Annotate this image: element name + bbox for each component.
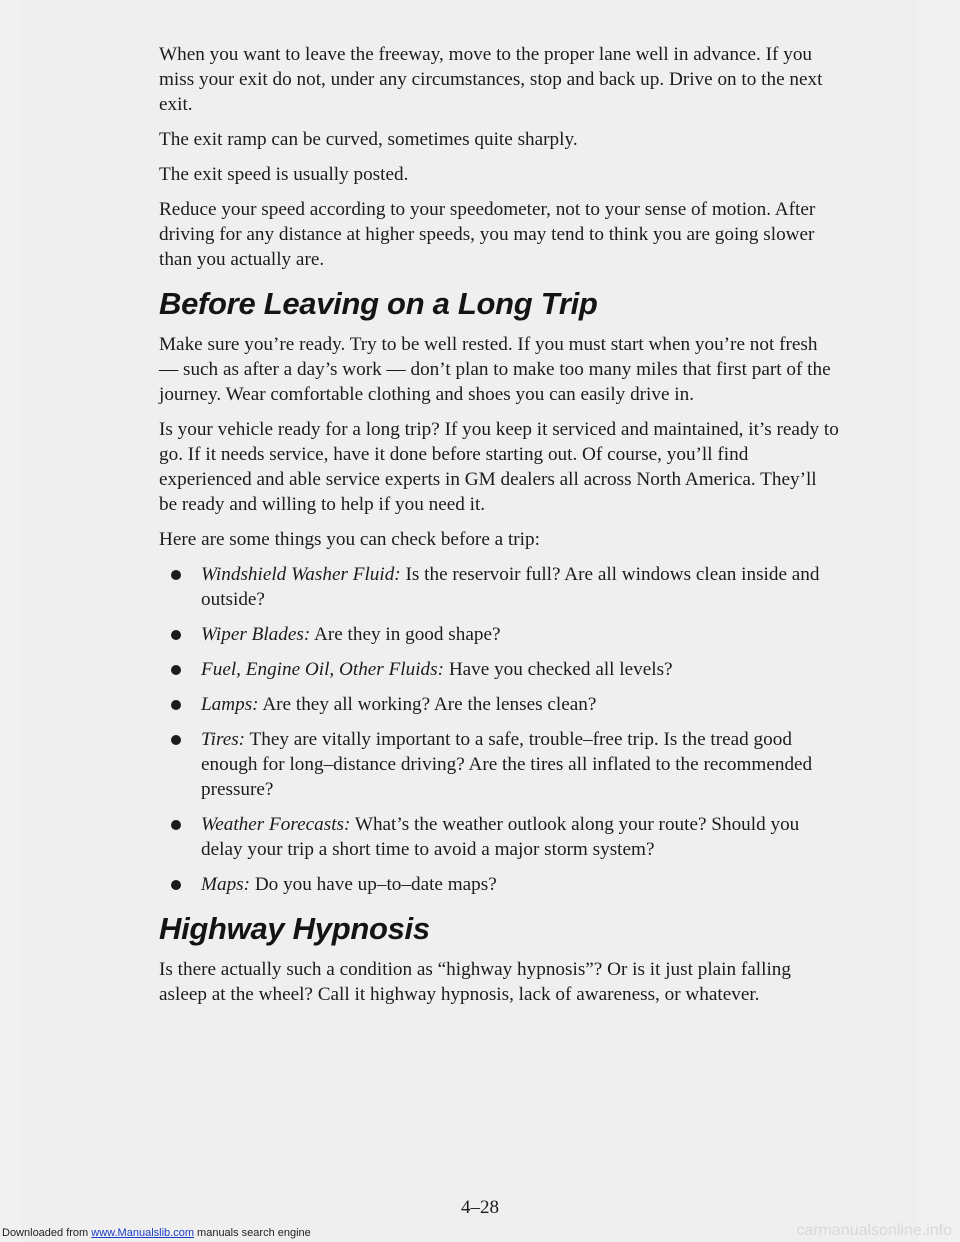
checklist-item [159,692,839,717]
checklist-item [159,872,839,897]
manualslib-link[interactable]: www.Manualslib.com [91,1227,194,1239]
bullet-icon [171,700,181,710]
checklist-text: They are vitally important to a safe, trouble–free trip. Is the tread good enough for long–distance driving? Are the tires all inflated to the recommended pressure? [201,729,813,800]
watermark: carmanualsonline.info [796,1222,952,1239]
bullet-icon [171,630,181,640]
page-number: 4–28 [461,1197,499,1218]
bullet-icon [171,820,181,830]
checklist-term: Tires: [201,729,246,750]
paragraph: The exit ramp can be curved, sometimes quite sharply. [159,129,578,150]
bullet-icon [171,880,181,890]
checklist-text: Do you have up–to–date maps? [250,874,497,895]
checklist-term: Weather Forecasts: [201,814,351,835]
checklist-item [159,562,839,612]
checklist-item [159,622,839,647]
checklist-text: Are they all working? Are the lenses clean? [258,694,597,715]
bullet-icon [171,570,181,580]
checklist-term: Windshield Washer Fluid: [201,564,401,585]
paragraph: When you want to leave the freeway, move to the proper lane well in advance. If you miss your exit do not, under any circumstances, stop and back up. Drive on to the next exit. [159,44,823,115]
section-heading-long-trip: Before Leaving on a Long Trip [159,286,598,321]
paragraph: Here are some things you can check before a trip: [159,529,540,550]
checklist-text: Is the reservoir full? Are all windows clean inside and outside? [201,564,820,610]
paragraph: Make sure you’re ready. Try to be well rested. If you must start when you’re not fresh — such as after a day’s work — don’t plan to make too many miles that first part of the journey. Wear comfortable clothing and shoes you can easily drive in. [159,334,831,405]
checklist-term: Maps: [201,874,251,895]
checklist-term: Lamps: [201,694,259,715]
download-suffix: manuals search engine [193,1227,311,1239]
bullet-icon [171,735,181,745]
paragraph: Reduce your speed according to your speedometer, not to your sense of motion. After driving for any distance at higher speeds, you may tend to think you are going slower than you actually are. [159,199,816,270]
checklist-text: Are they in good shape? [310,624,501,645]
checklist-term: Fuel, Engine Oil, Other Fluids: [201,659,445,680]
checklist-term: Wiper Blades: [201,624,311,645]
checklist-text: Have you checked all levels? [444,659,673,680]
checklist-text: What’s the weather outlook along your route? Should you delay your trip a short time to avoid a major storm system? [201,814,800,860]
trip-checklist [159,562,839,897]
bullet-icon [171,665,181,675]
paragraph: Is your vehicle ready for a long trip? If you keep it serviced and maintained, it’s ready to go. If it needs service, have it done before starting out. Of course, you’ll find experienced and able service experts in GM dealers all across North America. They’ll be ready and willing to help if you need it. [159,419,839,515]
download-prefix: Downloaded from [2,1227,92,1239]
download-banner [2,1226,311,1240]
checklist-item [159,812,839,862]
page-content [159,42,839,1017]
section-heading-highway-hypnosis: Highway Hypnosis [159,911,430,946]
checklist-item [159,727,839,802]
paragraph: Is there actually such a condition as “highway hypnosis”? Or is it just plain falling asleep at the wheel? Call it highway hypnosis, lack of awareness, or whatever. [159,959,791,1005]
paragraph: The exit speed is usually posted. [159,164,409,185]
checklist-item [159,657,839,682]
